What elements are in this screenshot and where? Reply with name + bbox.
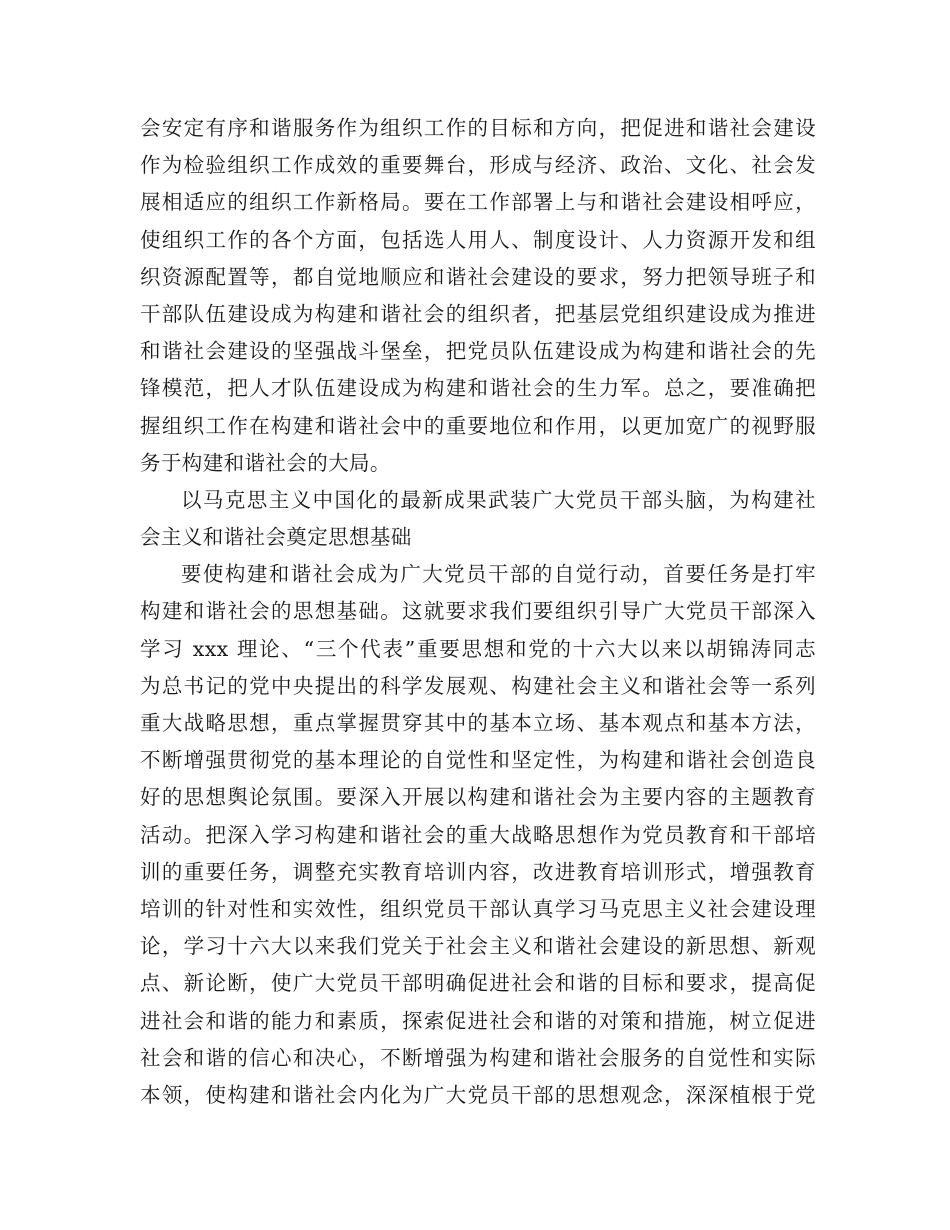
text-line: 展相适应的组织工作新格局。要在工作部署上与和谐社会建设相呼应， [140, 190, 816, 215]
text-line: 锋模范，把人才队伍建设成为构建和谐社会的生力军。总之，要准确把 [140, 376, 816, 401]
text-line: 进社会和谐的能力和素质，探索促进社会和谐的对策和措施，树立促进 [140, 1008, 816, 1033]
text-line: 活动。把深入学习构建和谐社会的重大战略思想作为党员教育和干部培 [140, 822, 816, 847]
text-line: 社会和谐的信心和决心，不断增强为构建和谐社会服务的自觉性和实际 [140, 1045, 816, 1070]
paragraph-2 [140, 482, 816, 556]
text-line: 会主义和谐社会奠定思想基础 [140, 525, 412, 550]
text-line: 握组织工作在构建和谐社会中的重要地位和作用，以更加宽广的视野服 [140, 413, 816, 438]
text-line: 构建和谐社会的思想基础。这就要求我们要组织引导广大党员干部深入 [140, 599, 816, 624]
text-line: 作为检验组织工作成效的重要舞台，形成与经济、政治、文化、社会发 [140, 153, 816, 178]
paragraph-1 [140, 110, 816, 482]
text-line: 为总书记的党中央提出的科学发展观、构建社会主义和谐社会等一系列 [140, 673, 816, 698]
text-line: 会安定有序和谐服务作为组织工作的目标和方向，把促进和谐社会建设 [140, 116, 816, 140]
text-line: 论，学习十六大以来我们党关于社会主义和谐社会建设的新思想、新观 [140, 934, 816, 959]
text-line: 学习 xxx 理论、“三个代表”重要思想和党的十六大以来以胡锦涛同志 [140, 636, 816, 661]
text-line: 本领，使构建和谐社会内化为广大党员干部的思想观念，深深植根于党 [140, 1082, 816, 1107]
paragraph-3 [140, 556, 816, 1114]
text-line: 不断增强贯彻党的基本理论的自觉性和坚定性，为构建和谐社会创造良 [140, 748, 816, 773]
text-line: 和谐社会建设的坚强战斗堡垒，把党员队伍建设成为构建和谐社会的先 [140, 339, 816, 364]
text-line: 培训的针对性和实效性，组织党员干部认真学习马克思主义社会建设理 [140, 896, 816, 921]
text-line: 好的思想舆论氛围。要深入开展以构建和谐社会为主要内容的主题教育 [140, 785, 816, 810]
document-body [140, 110, 816, 1114]
text-line: 要使构建和谐社会成为广大党员干部的自觉行动，首要任务是打牢 [181, 562, 816, 587]
text-line: 点、新论断，使广大党员干部明确促进社会和谐的目标和要求，提高促 [140, 971, 816, 996]
text-line: 以马克思主义中国化的最新成果武装广大党员干部头脑，为构建社 [181, 487, 816, 512]
text-line: 织资源配置等，都自觉地顺应和谐社会建设的要求，努力把领导班子和 [140, 264, 816, 289]
text-line: 训的重要任务，调整充实教育培训内容，改进教育培训形式，增强教育 [140, 859, 816, 884]
text-line: 务于构建和谐社会的大局。 [140, 450, 391, 475]
text-line: 重大战略思想，重点掌握贯穿其中的基本立场、基本观点和基本方法， [140, 711, 816, 735]
text-line: 干部队伍建设成为构建和谐社会的组织者，把基层党组织建设成为推进 [140, 301, 816, 326]
text-line: 使组织工作的各个方面，包括选人用人、制度设计、人力资源开发和组 [140, 227, 816, 252]
